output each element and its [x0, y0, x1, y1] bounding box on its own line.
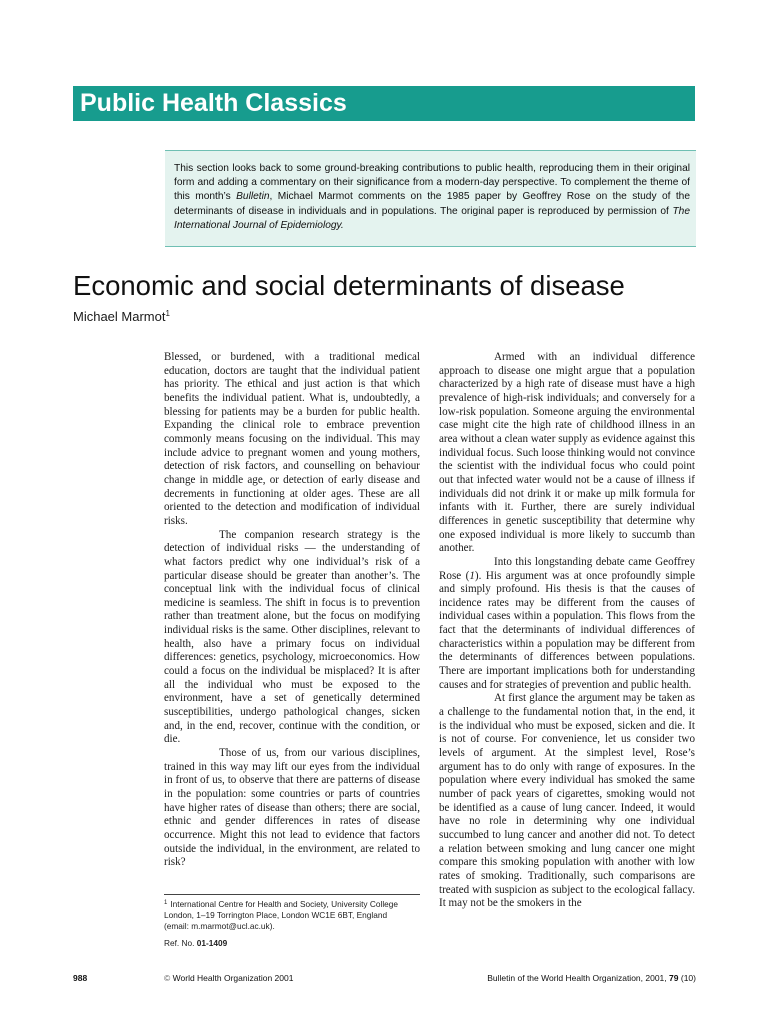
intro-journal: The International Journal of Epidemiology.	[174, 205, 690, 231]
right-paragraph-2	[439, 556, 695, 693]
footnote-line-2: London, 1–19 Torrington Place, London WC1E 6BT, England	[164, 910, 388, 920]
copyright	[164, 973, 293, 983]
left-paragraph-2: The companion research strategy is the detection of individual risks — the understanding of what factors predict why one individual’s risk of a particular disease should be greater than another’s. The conceptual link with the individual focus of clinical medicine is seamless. The shift in focus is to prevention rather than treatment alone, but the focus on modifying individual risks is the same. Other disciplines, relevant to health, also have a primary focus on individual differences: genetics, psychology, microeconomics. How could a focus on the individual be misplaced? It is after all the individual who must be exposed to the environment, have a set of genetically determined susceptibilities, undergo pathological changes, sicken and, in the end, recover, continue with the condition, or die.	[164, 528, 420, 746]
ref-label: Ref. No.	[164, 938, 195, 948]
reference-number	[164, 938, 227, 948]
author-affiliation-mark: 1	[165, 309, 170, 318]
left-column	[164, 351, 420, 870]
affiliation-footnote	[164, 898, 420, 932]
article-author	[73, 305, 170, 326]
footnote-mark: 1	[164, 900, 168, 906]
footnote-line-3: (email: m.marmot@ucl.ac.uk).	[164, 921, 275, 931]
reference-link-1[interactable]: 1	[469, 569, 475, 582]
intro-box	[165, 150, 696, 247]
right-paragraph-3: At first glance the argument may be taken as a challenge to the fundamental notion that, in the end, it is the individual who must be exposed, sicken and die. It is not of course. For convenience, let us consider two levels of argument. At the simplest level, Rose’s argument has to do only with range of exposures. In the population where every individual has smoked the same number of pack years of cigarettes, smoking would not be identified as a cause of lung cancer. Indeed, it would have no role in determining why one individual succumbed to lung cancer and another did not. To detect a relation between smoking and lung cancer one might compare this smoking population with another with low rates of smoking. Traditionally, such comparisons are treated with suspicion as subject to the ecological fallacy. It may not be the smokers in the	[439, 692, 695, 910]
journal-volume: 79	[669, 973, 679, 983]
section-title: Public Health Classics	[80, 89, 347, 117]
footnote-line-1: International Centre for Health and Society, University College	[170, 899, 399, 909]
intro-text-1: This section looks back to some ground-breaking contributions to public health, reproducing them in their original form and adding a commentary on their significance from a modern-day perspective. To complement the theme of this month’s	[174, 163, 690, 203]
journal-issue: (10)	[680, 973, 696, 983]
left-paragraph-1: Blessed, or burdened, with a traditional medical education, doctors are taught that the individual patient has priority. The ethical and just action is that which benefits the individual patient. What is, undoubtedly, a blessing for patients may be a burden for public health. Expanding the clinical role to embrace prevention commonly means focusing on the individual. This may include advice to pregnant women and young mothers, detection of risk factors, and counselling on behaviour change in middle age, or detection of early disease and decrements in functioning at older ages. These are all oriented to the detection and modification of individual risks.	[164, 351, 420, 527]
right-column	[439, 351, 695, 911]
ref-value: 01-1409	[196, 938, 228, 948]
right-paragraph-1: Armed with an individual difference approach to disease one might argue that a population characterized by a high rate of disease must have a high prevalence of high-risk individuals; and conversely for a low-risk population. Someone arguing the environmental case might cite the high rate of childhood illness in an area without a clean water supply as evidence against this individual focus. Such loose thinking would not convince the scientist with the individual focus who could point out that infected water would not be a cause of illness if individuals did not drink it or make up milk formula for infants with it. Further, there are surely individual differences in genetic susceptibility that determine why one exposed individual is more likely to succumb than another.	[439, 351, 695, 555]
page-number: 988	[73, 973, 88, 983]
article-title: Economic and social determinants of disease	[73, 270, 625, 301]
copyright-text: World Health Organization 2001	[172, 973, 294, 983]
footnote-divider	[164, 894, 420, 895]
intro-text-2: , Michael Marmot comments on the 1985 paper by Geoffrey Rose on the study of the determinants of disease in individuals and in populations. The original paper is reproduced by permission of	[174, 191, 690, 217]
left-paragraph-3: Those of us, from our various disciplines, trained in this way may lift our eyes from the individual in front of us, to observe that there are patterns of disease in the population: some countries or parts of countries have higher rates of disease than others; there are social, ethnic and gender differences in rates of disease occurrence. Might this not lead to evidence that factors outside the individual, in the environment, are related to risk?	[164, 747, 420, 869]
right-paragraph-2-b: ). His argument was at once profoundly simple and simply profound. His thesis is that the causes of incidence rates may be different from the causes of individual cases within a population. This flows from the fact that the determinants of individual differences of characteristics within a population may be different from the determinants of differences between populations. There are important implications both for understanding causes and for strategies of prevention and public health.	[439, 569, 695, 691]
author-name: Michael Marmot	[73, 309, 166, 324]
journal-name: Bulletin of the World Health Organization, 2001,	[487, 973, 667, 983]
journal-citation	[451, 973, 696, 983]
right-paragraph-2-a: Into this longstanding debate came Geoffrey Rose (	[439, 555, 695, 582]
section-banner	[73, 86, 695, 121]
copyright-icon: ©	[164, 973, 171, 983]
intro-bulletin: Bulletin	[236, 191, 270, 203]
